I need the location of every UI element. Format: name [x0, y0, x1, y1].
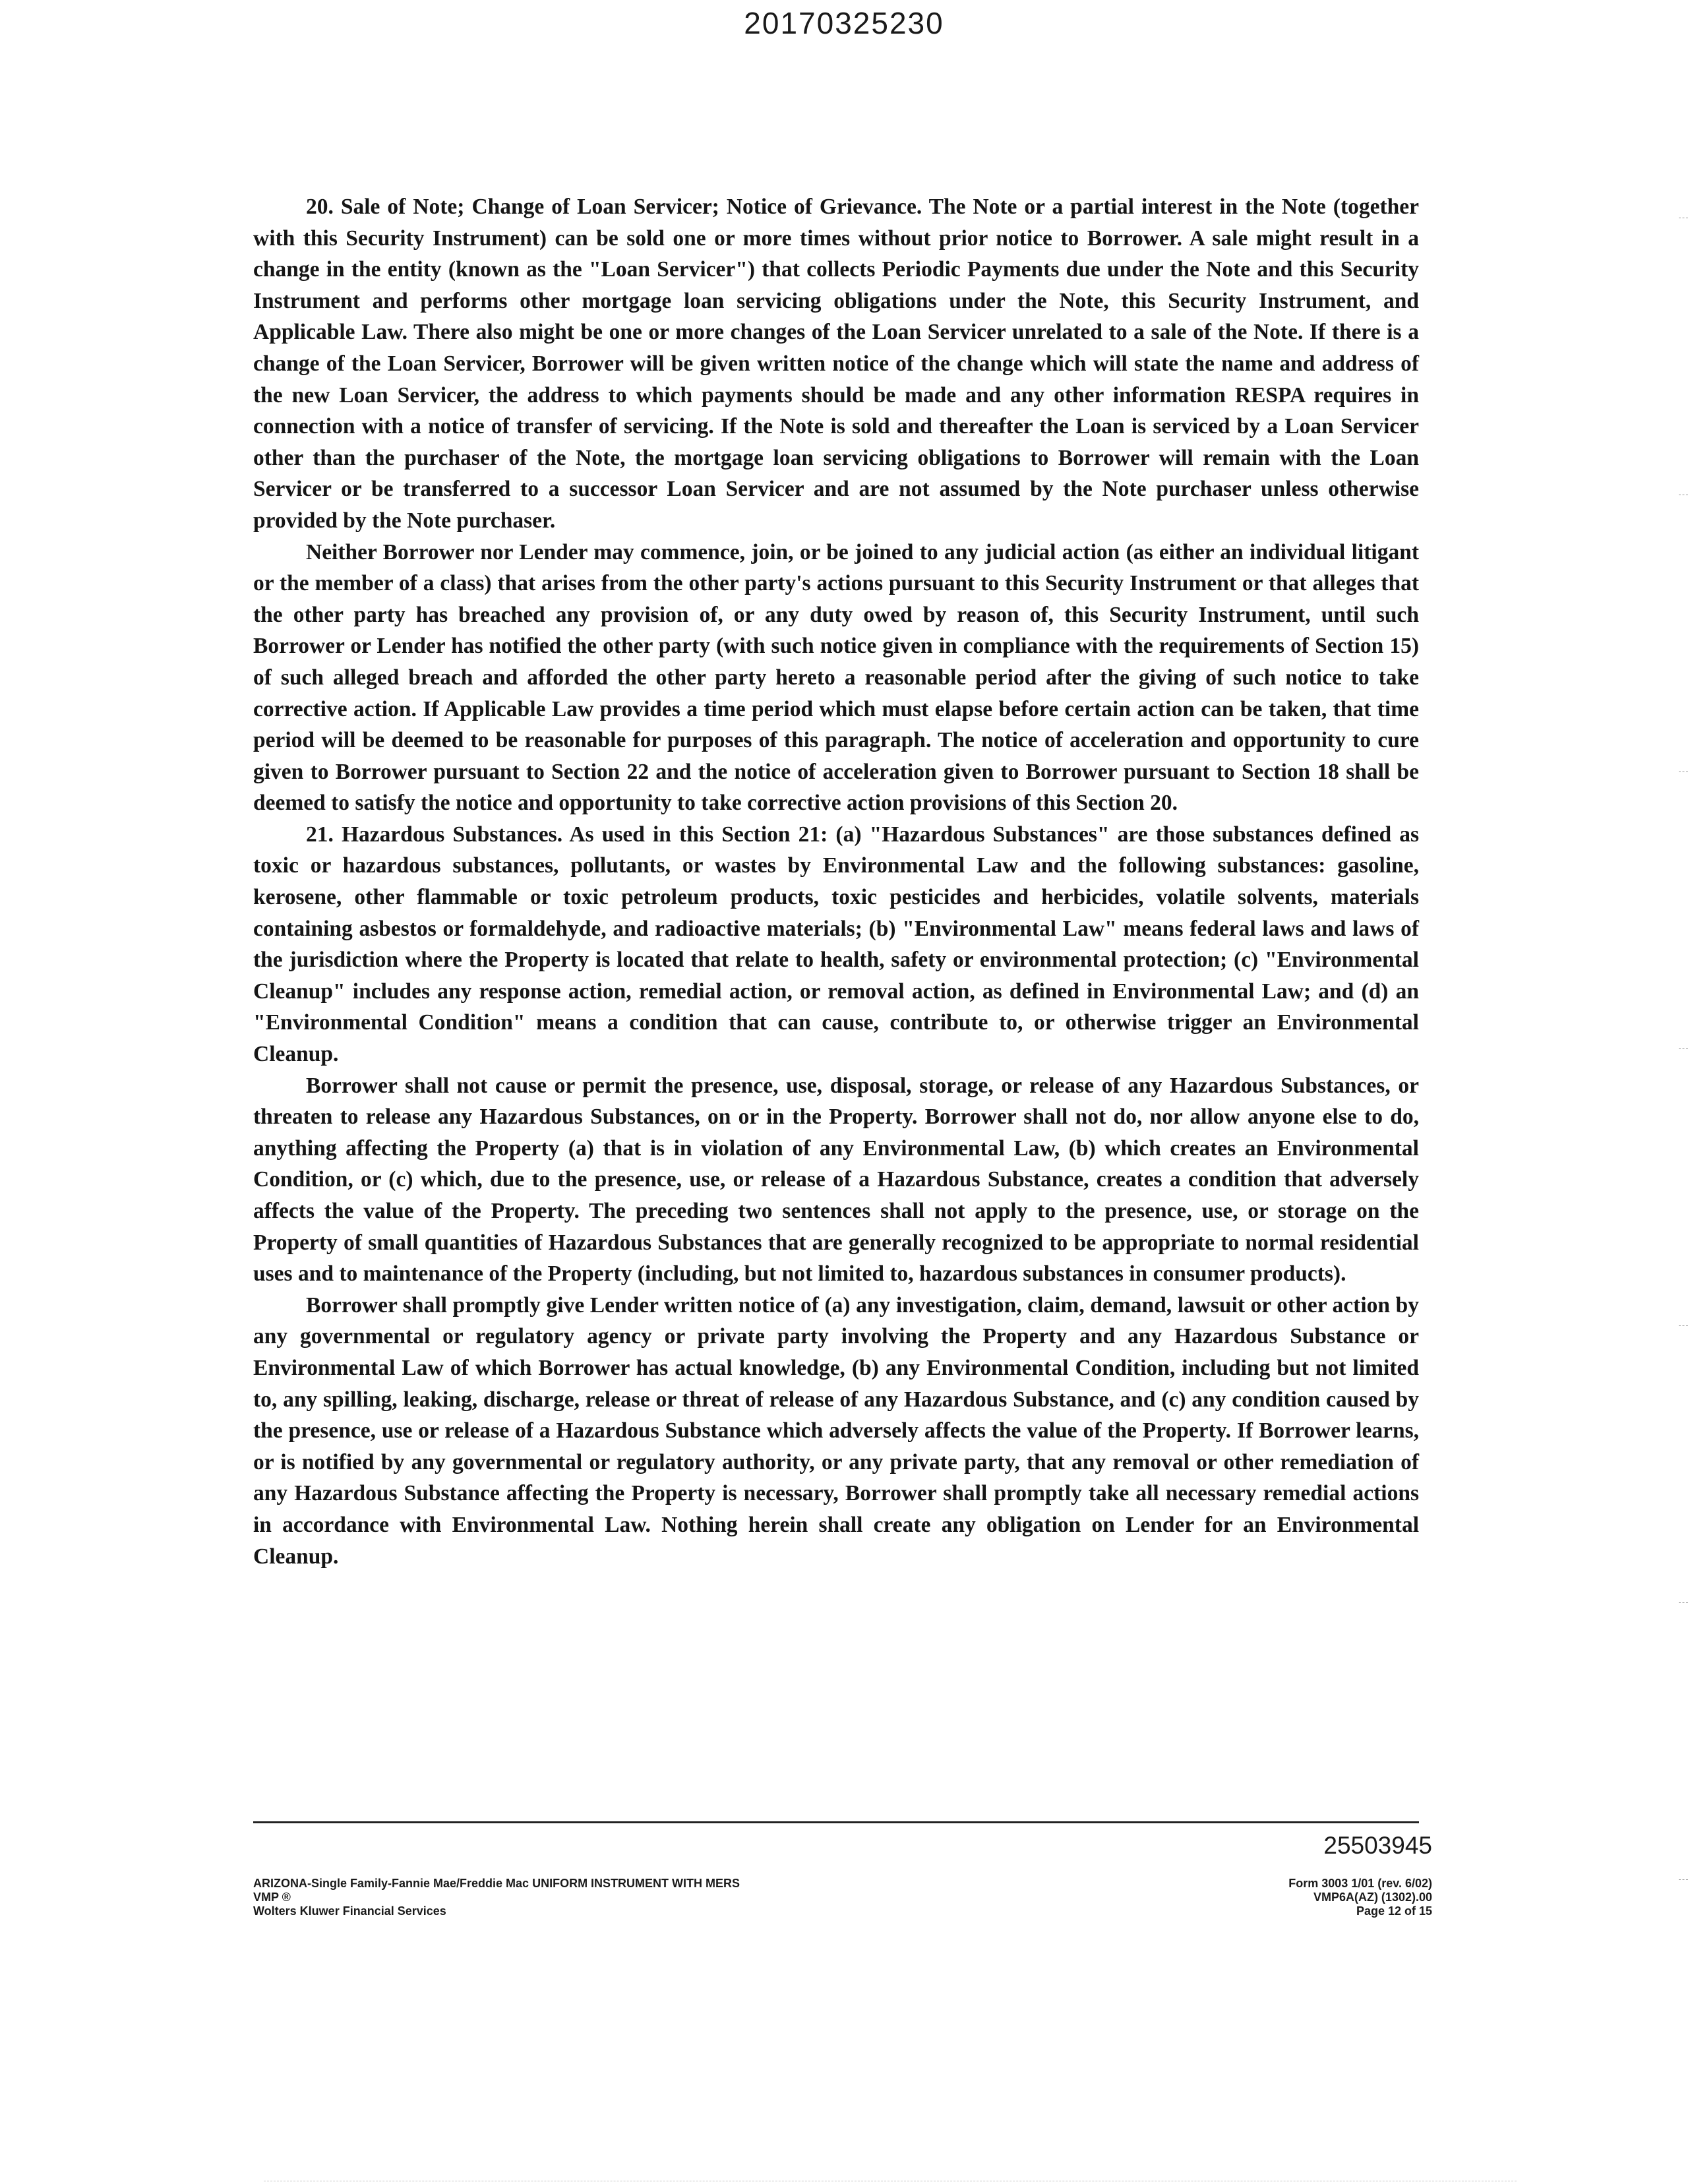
document-body — [253, 191, 1419, 1572]
scan-edge-mark — [1679, 1879, 1688, 1880]
footer-instrument-title: ARIZONA-Single Family-Fannie Mae/Freddie Mac UNIFORM INSTRUMENT WITH MERS — [253, 1877, 740, 1890]
footer-publisher: Wolters Kluwer Financial Services — [253, 1904, 446, 1918]
loan-number: 25503945 — [1323, 1832, 1432, 1859]
paragraph-section-20: 20. Sale of Note; Change of Loan Servicer; Notice of Grievance. The Note or a partial interest in the Note (together with this Security Instrument) can be sold one or more times without prior notice to Borrower. A sale might result in a change in the entity (known as the "Loan Servicer") that collects Periodic Payments due under the Note and this Security Instrument and performs other mortgage loan servicing obligations under the Note, this Security Instrument, and Applicable Law. There also might be one or more changes of the Loan Servicer unrelated to a sale of the Note. If there is a change of the Loan Servicer, Borrower will be given written notice of the change which will state the name and address of the new Loan Servicer, the address to which payments should be made and any other information RESPA requires in connection with a notice of transfer of servicing. If the Note is sold and thereafter the Loan is serviced by a Loan Servicer other than the purchaser of the Note, the mortgage loan servicing obligations to Borrower will remain with the Loan Servicer or be transferred to a successor Loan Servicer and are not assumed by the Note purchaser unless otherwise provided by the Note purchaser. — [253, 195, 1419, 533]
paragraph-section-21: 21. Hazardous Substances. As used in this Section 21: (a) "Hazardous Substances" are those substances defined as toxic or hazardous substances, pollutants, or wastes by Environmental Law and the following substances: gasoline, kerosene, other flammable or toxic petroleum products, toxic pesticides and herbicides, volatile solvents, materials containing asbestos or formaldehyde, and radioactive materials; (b) "Environmental Law" means federal laws and laws of the jurisdiction where the Property is located that relate to health, safety or environmental protection; (c) "Environmental Cleanup" includes any response action, remedial action, or removal action, as defined in Environmental Law; and (d) an "Environmental Condition" means a condition that can cause, contribute to, or otherwise trigger an Environmental Cleanup. — [253, 822, 1419, 1067]
footer-vmp-mark: VMP ® — [253, 1891, 291, 1904]
scan-edge-mark — [1679, 1048, 1688, 1049]
page-indicator: Page 12 of 15 — [1356, 1904, 1432, 1918]
footer-form-title — [253, 1877, 740, 1918]
footer-form-info — [1288, 1877, 1432, 1918]
recording-number: 20170325230 — [744, 6, 944, 40]
paragraph-borrower-obligations: Borrower shall not cause or permit the presence, use, disposal, storage, or release of any Hazardous Substances, or threaten to release any Hazardous Substances, on or in the Property. Borrower shall not do, nor allow anyone else to do, anything affecting the Property (a) that is in violation of any Environmental Law, (b) which creates an Environmental Condition, or (c) which, due to the presence, use, or release of a Hazardous Substance, creates a condition that adversely affects the value of the Property. The preceding two sentences shall not apply to the presence, use, or storage on the Property of small quantities of Hazardous Substances that are generally recognized to be appropriate to normal residential uses and to maintenance of the Property (including, but not limited to, hazardous substances in consumer products). — [253, 1073, 1419, 1287]
scan-edge-mark — [1679, 1325, 1688, 1326]
footer-form-number: Form 3003 1/01 (rev. 6/02) — [1288, 1877, 1432, 1890]
paragraph-borrower-notice: Borrower shall promptly give Lender written notice of (a) any investigation, claim, demand, lawsuit or other action by any governmental or regulatory agency or private party involving the Property and any Hazardous Substance or Environmental Law of which Borrower has actual knowledge, (b) any Environmental Condition, including but not limited to, any spilling, leaking, discharge, release or threat of release of any Hazardous Substance, and (c) any condition caused by the presence, use or release of a Hazardous Substance which adversely affects the value of the Property. If Borrower learns, or is notified by any governmental or regulatory authority, or any private party, that any removal or other remediation of any Hazardous Substance affecting the Property is necessary, Borrower shall promptly take all necessary remedial actions in accordance with Environmental Law. Nothing herein shall create any obligation on Lender for an Environmental Cleanup. — [253, 1292, 1419, 1569]
paragraph-judicial-action: Neither Borrower nor Lender may commence, join, or be joined to any judicial action (as either an individual litigant or the member of a class) that arises from the other party's actions pursuant to this Security Instrument or that alleges that the other party has breached any provision of, or any duty owed by reason of, this Security Instrument, until such Borrower or Lender has notified the other party (with such notice given in compliance with the requirements of Section 15) of such alleged breach and afforded the other party hereto a reasonable period after the giving of such notice to take corrective action. If Applicable Law provides a time period which must elapse before certain action can be taken, that time period will be deemed to be reasonable for purposes of this paragraph. The notice of acceleration and opportunity to cure given to Borrower pursuant to Section 22 and the notice of acceleration given to Borrower pursuant to Section 18 shall be deemed to satisfy the notice and opportunity to take corrective action provisions of this Section 20. — [253, 539, 1419, 816]
footer-vmp-code: VMP6A(AZ) (1302).00 — [1313, 1891, 1432, 1904]
footer-divider — [253, 1821, 1419, 1823]
scan-edge-mark — [1679, 1602, 1688, 1603]
